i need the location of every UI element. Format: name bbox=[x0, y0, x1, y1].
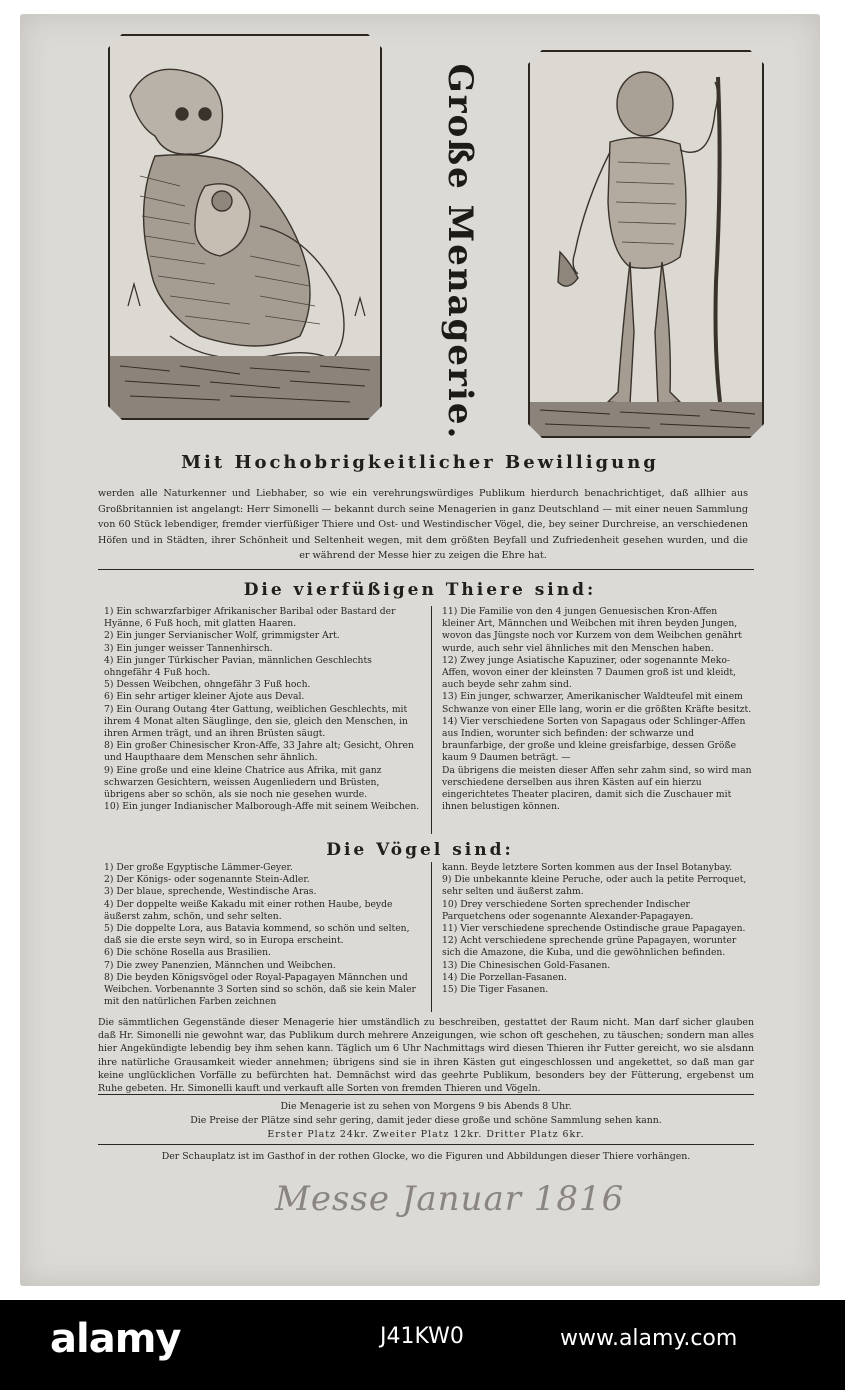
list-item: 14) Die Porzellan-Fasanen. bbox=[442, 971, 567, 983]
list-item: 13) Ein junger, schwarzer, Amerikanischer Waldteufel mit einem Schwanze von einer Elle lang, worin er die größten Kräfte besitzt. bbox=[442, 691, 752, 715]
prices-note: Die Preise der Plätze sind sehr gering, damit jeder diese große und schöne Sammlung sehen kann. bbox=[190, 1115, 662, 1126]
woodcut-ape-with-infant bbox=[108, 34, 382, 420]
site-url: www.alamy.com bbox=[560, 1326, 738, 1351]
section-birds-title: Die Vögel sind: bbox=[326, 840, 514, 860]
opening-hours: Die Menagerie ist zu sehen von Morgens 9 bis Abends 8 Uhr. bbox=[280, 1101, 572, 1112]
list-item: 12) Acht verschiedene sprechende grüne Papagayen, worunter sich die Amazone, die Kuba, und die gewöhnlichen befinden. bbox=[442, 935, 737, 959]
list-item: Da übrigens die meisten dieser Affen sehr zahm sind, so wird man verschiedene derselben aus ihren Kästen auf ein hierzu eingerichtetes Theater placiren, damit sich die Zuschauer mit ihnen belustigen können. bbox=[442, 764, 752, 813]
list-item: 10) Ein junger Indianischer Malborough-Affe mit seinem Weibchen. bbox=[104, 801, 420, 813]
list-item: 15) Die Tiger Fasanen. bbox=[442, 984, 549, 996]
list-item: 8) Ein großer Chinesischer Kron-Affe, 33 Jahre alt; Gesicht, Ohren und Haupthaare dem Menschen sehr ähnlich. bbox=[104, 740, 414, 764]
list-item: 11) Die Familie von den 4 jungen Genuesischen Kron-Affen kleiner Art, Männchen und Weibchen mit ihren beyden Jungen, wovon das Jüngste noch vor Kurzem von dem Weibchen genährt wurde, auch sehr viel ähnliches mit den Menschen haben. bbox=[442, 606, 742, 654]
handwritten-annotation: Messe Januar 1816 bbox=[275, 1179, 625, 1219]
location-note: Der Schauplatz ist im Gasthof in der rothen Glocke, wo die Figuren und Abbildungen dieser Thiere vorhängen. bbox=[161, 1151, 691, 1162]
list-item: 2) Ein junger Servianischer Wolf, grimmigster Art. bbox=[104, 630, 340, 642]
divider-3 bbox=[98, 1144, 754, 1145]
list-item: 1) Der große Egyptische Lämmer-Geyer. bbox=[104, 862, 293, 873]
list-item: 7) Ein Ourang Outang 4ter Gattung, weiblichen Geschlechts, mit ihrem 4 Monat alten Säuglinge, den sie, gleich den Menschen, in ihren Armen trägt, und an ihren Brüsten säugt. bbox=[104, 703, 408, 740]
mammals-list-right bbox=[442, 606, 752, 813]
image-id: J41KW0 bbox=[380, 1324, 464, 1349]
list-item: 6) Ein sehr artiger kleiner Ajote aus Deval. bbox=[104, 691, 305, 703]
list-item: 13) Die Chinesischen Gold-Fasanen. bbox=[442, 959, 611, 971]
standing-ape-illustration bbox=[530, 52, 762, 436]
ape-with-infant-illustration bbox=[110, 36, 380, 418]
column-divider-2 bbox=[431, 862, 432, 1012]
birds-list-left bbox=[104, 862, 422, 1008]
list-item: 8) Die beyden Königsvögel oder Royal-Papagayen Männchen und Weibchen. Vorbenannte 3 Sorten sind so schön, daß sie kein Maler mit den natürlichen Farben zeichnen bbox=[104, 971, 416, 1008]
list-item: kann. Beyde letztere Sorten kommen aus der Insel Botanybay. bbox=[442, 862, 733, 873]
list-item: 4) Der doppelte weiße Kakadu mit einer rothen Haube, beyde äußerst zahm, schön, und sehr selten. bbox=[104, 898, 393, 922]
list-item: 12) Zwey junge Asiatische Kapuziner, oder sogenannte Meko-Affen, wovon einer der kleinsten 7 Daumen groß ist und kleidt, auch beyde sehr zahm sind. bbox=[442, 654, 736, 691]
birds-list-right bbox=[442, 862, 752, 996]
list-item: 14) Vier verschiedene Sorten von Sapagaus oder Schlinger-Affen aus Indien, worunter sich befinden: der schwarze und braunfarbige, der große und kleine greisfarbige, dessen Größe kaum 9 Daumen beträgt. — bbox=[442, 715, 746, 764]
list-item: 7) Die zwey Panenzien, Männchen und Weibchen. bbox=[104, 959, 336, 971]
intro-paragraph: werden alle Naturkenner und Liebhaber, so wie ein verehrungswürdiges Publikum hierdurch benachrichtiget, daß allhier aus Großbritannien ist angelangt: Herr Simonelli — bekannt durch seine Menagerien in ganz Deutschland — mit einer neuen Sammlung von 60 Stück lebendiger, fremder vierfüßiger Thiere und Ost- und Westindischer Vögel, die, bey seiner Durchreise, an verschiedenen Höfen und in Städten, ihrer Schönheit und Seltenheit wegen, mit dem größten Beyfall und Zufriedenheit gesehen wurden, und die er während der Messe hier zu zeigen die Ehre hat. bbox=[98, 488, 748, 561]
list-item: 2) Der Königs- oder sogenannte Stein-Adler. bbox=[104, 874, 310, 886]
list-item: 5) Die doppelte Lora, aus Batavia kommend, so schön und selten, daß sie die erste seyn wird, so in Europa erscheint. bbox=[104, 923, 410, 947]
list-item: 1) Ein schwarzfarbiger Afrikanischer Baribal oder Bastard der Hyänne, 6 Fuß hoch, mit glatten Haaren. bbox=[104, 606, 396, 630]
list-item: 9) Eine große und eine kleine Chatrice aus Afrika, mit ganz schwarzen Gesichtern, weissen Augenliedern und Brüsten, übrigens aber so schön, als sie noch nie gesehen wurde. bbox=[104, 764, 382, 801]
list-item: 3) Ein junger weisser Tannenhirsch. bbox=[104, 642, 273, 654]
list-item: 3) Der blaue, sprechende, Westindische Aras. bbox=[104, 886, 317, 898]
vertical-title-text: Große Menagerie. bbox=[440, 63, 480, 441]
list-item: 9) Die unbekannte kleine Peruche, oder auch la petite Perroquet, sehr selten und äußerst zahm. bbox=[442, 874, 747, 898]
woodcut-standing-ape bbox=[528, 50, 764, 438]
closing-paragraph: Die sämmtlichen Gegenstände dieser Menagerie hier umständlich zu beschreiben, gestattet der Raum nicht. Man darf sicher glauben daß Hr. Simonelli nie gewohnt war, das Publikum durch mehrere Anzeigungen, wie schon oft geschehen, zu täuschen; sondern man alles hier Angekündigte lebendig bey ihm sehen kann. Täglich um 6 Uhr Nachmittags wird diesen Thieren ihr Futter gereicht, wo sie alsdann ihre natürliche Grausamkeit wieder annehmen; übrigens sind sie in ihren Kästen gut eingeschlossen und angekettet, so daß man gar keine unglücklichen Vorfälle zu befürchten hat. Demnächst wird das geehrte Publikum, besonders bey der Fütterung, ergebenst um Ruhe gebeten. Hr. Simonelli kauft und verkauft alle Sorten von fremden Thieren und Vögeln. bbox=[98, 1017, 754, 1095]
alamy-logo: alamy bbox=[50, 1316, 181, 1362]
divider-1 bbox=[98, 569, 754, 570]
list-item: 10) Drey verschiedene Sorten sprechender Indischer Parquetchens oder sogenannte Alexander-Papagayen. bbox=[442, 898, 694, 922]
list-item: 11) Vier verschiedene sprechende Ostindische graue Papagayen. bbox=[442, 923, 746, 935]
vertical-title bbox=[415, 63, 505, 441]
heading: Mit Hochobrigkeitlicher Bewilligung bbox=[181, 452, 659, 473]
mammals-list-left bbox=[104, 606, 422, 813]
column-divider-1 bbox=[431, 606, 432, 834]
prices: Erster Platz 24kr. Zweiter Platz 12kr. Dritter Platz 6kr. bbox=[267, 1129, 585, 1140]
divider-2 bbox=[98, 1094, 754, 1095]
list-item: 5) Dessen Weibchen, ohngefähr 3 Fuß hoch. bbox=[104, 679, 311, 691]
poster-sheet bbox=[20, 14, 820, 1286]
list-item: 4) Ein junger Türkischer Pavian, männlichen Geschlechts ohngefähr 4 Fuß hoch. bbox=[104, 654, 372, 679]
section-mammals-title: Die vierfüßigen Thiere sind: bbox=[243, 580, 597, 600]
list-item: 6) Die schöne Rosella aus Brasilien. bbox=[104, 947, 271, 959]
